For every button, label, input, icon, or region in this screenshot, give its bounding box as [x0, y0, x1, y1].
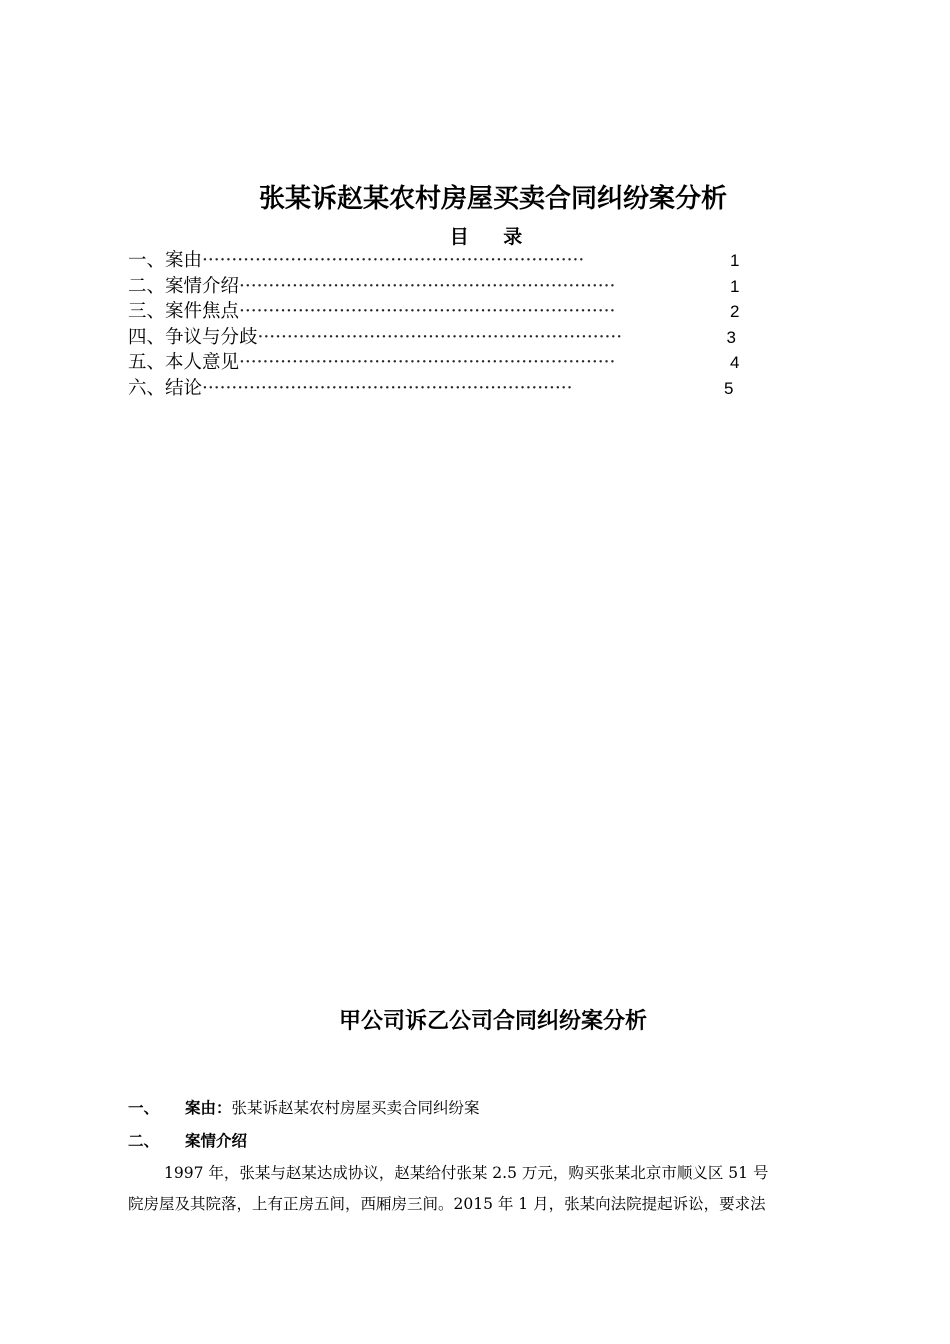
section-number: 二、: [128, 1132, 160, 1150]
toc-item-label: 六、结论: [128, 377, 203, 399]
toc-item[interactable]: [128, 350, 768, 376]
toc-page-number: 2: [730, 302, 740, 321]
section-case-intro: [128, 1129, 247, 1151]
toc-page-number: 5: [724, 378, 734, 398]
toc-item-label: 三、案件焦点: [128, 301, 240, 322]
toc-item[interactable]: [128, 248, 768, 274]
toc-page-number: 3: [726, 327, 736, 347]
toc-leader-dots: ································································: [239, 352, 616, 373]
toc-item[interactable]: [128, 274, 768, 300]
section-heading: 案由：: [185, 1099, 232, 1117]
document-title: 张某诉赵某农村房屋买卖合同纠纷案分析: [258, 184, 727, 214]
toc-item[interactable]: [128, 376, 768, 402]
toc-item[interactable]: [128, 325, 768, 351]
paragraph-line: 1997 年，张某与赵某达成协议，赵某给付张某 2.5 万元，购买张某北京市顺义区 51 号: [164, 1164, 769, 1182]
body-paragraph: [128, 1158, 860, 1220]
toc-page-number: 1: [730, 276, 740, 296]
toc-page-number: 1: [730, 251, 740, 270]
second-title: 甲公司诉乙公司合同纠纷案分析: [338, 1009, 647, 1034]
table-of-contents: [128, 248, 768, 401]
section-heading: 案情介绍: [185, 1132, 248, 1150]
toc-item-label: 五、本人意见: [128, 352, 240, 373]
paragraph-line: 院房屋及其院落，上有正房五间，西厢房三间。2015 年 1 月，张某向法院提起诉讼，要求法: [128, 1195, 766, 1213]
toc-item[interactable]: [128, 299, 768, 325]
toc-leader-dots: ······························································: [257, 326, 623, 348]
toc-item-label: 二、案情介绍: [128, 275, 240, 297]
toc-heading: 目 录: [449, 226, 537, 248]
section-number: 一、: [128, 1099, 160, 1117]
toc-leader-dots: ································································: [239, 275, 616, 297]
toc-item-label: 四、争议与分歧: [128, 326, 258, 348]
toc-leader-dots: ·······························································: [202, 377, 573, 399]
toc-page-number: 4: [730, 353, 740, 372]
toc-item-label: 一、案由: [128, 250, 203, 271]
section-cause: [128, 1096, 480, 1118]
section-text: 张某诉赵某农村房屋买卖合同纠纷案: [231, 1099, 480, 1117]
toc-leader-dots: ································································: [239, 301, 616, 322]
toc-leader-dots: ·································································: [202, 250, 585, 271]
